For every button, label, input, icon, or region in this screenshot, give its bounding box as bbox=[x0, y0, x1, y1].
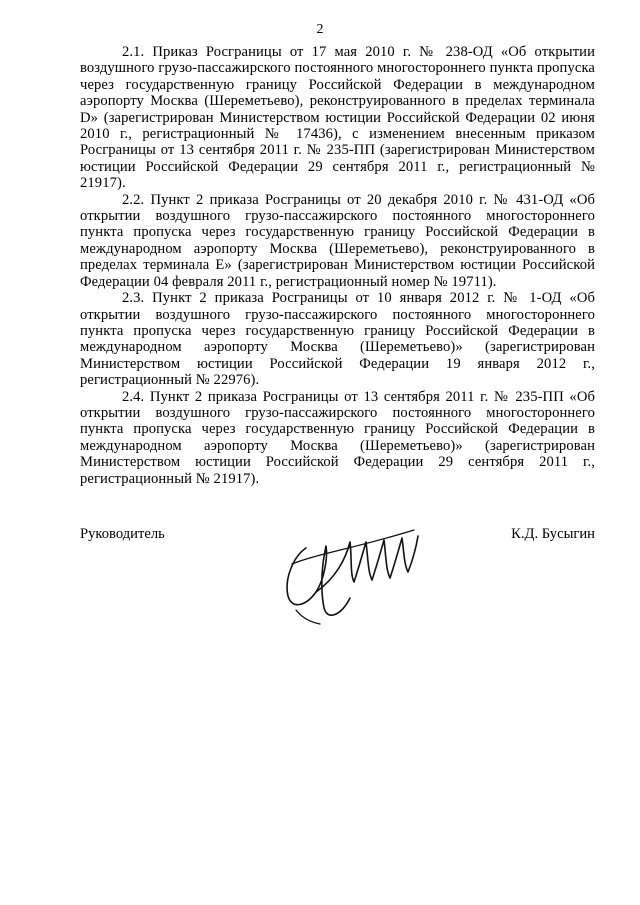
clause-2-4: 2.4. Пункт 2 приказа Росграницы от 13 сентября 2011 г. № 235-ПП «Об открытии воздушного грузо-пассажирского постоянного многостороннего пункта пропуска через государственную границу Российской Федерации в международном аэропорту Москва (Шереметьево)» (зарегистрирован Министерством юстиции Российской Федерации 29 сентября 2011 г., регистрационный № 21917). bbox=[80, 388, 595, 487]
clause-2-2: 2.2. Пункт 2 приказа Росграницы от 20 декабря 2010 г. № 431-ОД «Об открытии воздушного грузо-пассажирского постоянного многостороннего пункта пропуска через государственную границу Российской Федерации в международном аэропорту Москва (Шереметьево), реконструированного в пределах терминала Е» (зарегистрирован Министерством юстиции Российской Федерации 04 февраля 2011 г., регистрационный номер № 19711). bbox=[80, 191, 595, 290]
signer-title: Руководитель bbox=[80, 526, 165, 542]
document-body bbox=[80, 44, 595, 487]
clause-2-3: 2.3. Пункт 2 приказа Росграницы от 10 января 2012 г. № 1-ОД «Об открытии воздушного грузо-пассажирского постоянного многостороннего пункта пропуска через государственную границу Российской Федерации в международном аэропорту Москва (Шереметьево)» (зарегистрирован Министерством юстиции Российской Федерации 19 января 2012 г., регистрационный № 22976). bbox=[80, 290, 595, 389]
page-number: 2 bbox=[316, 22, 324, 37]
signer-name: К.Д. Бусыгин bbox=[511, 526, 595, 542]
handwritten-signature bbox=[276, 518, 426, 638]
signature-block bbox=[80, 526, 595, 646]
clause-2-1: 2.1. Приказ Росграницы от 17 мая 2010 г. № 238-ОД «Об открытии воздушного грузо-пассажирского постоянного многостороннего пункта пропуска через государственную границу Российской Федерации в международном аэропорту Москва (Шереметьево), реконструированного в пределах терминала D» (зарегистрирован Министерством юстиции Российской Федерации 02 июня 2010 г., регистрационный № 17436), с изменением внесенным приказом Росграницы от 13 сентября 2011 г. № 235-ПП (зарегистрирован Министерством юстиции Российской Федерации 29 сентября 2011 г., регистрационный № 21917). bbox=[80, 44, 595, 192]
